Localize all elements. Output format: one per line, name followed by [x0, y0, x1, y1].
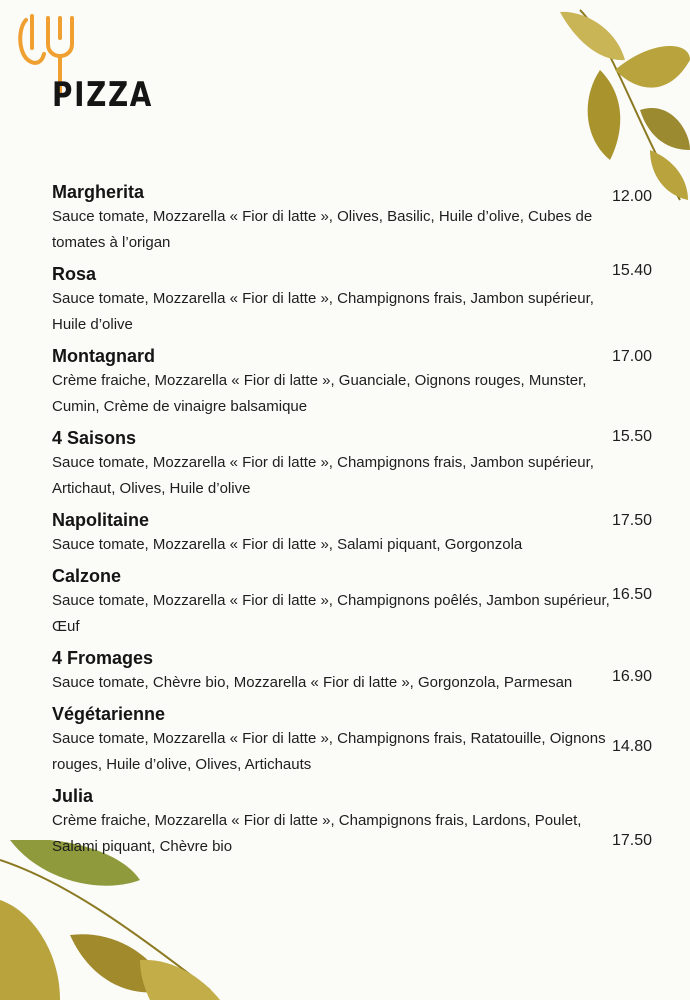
item-name: Calzone [52, 566, 122, 586]
item-price: 17.50 [611, 512, 652, 529]
item-description: Sauce tomate, Mozzarella « Fior di latte », Champignons frais, Ratatouille, Oignons rouges, Huile d’olive, Olives, Artichauts [52, 730, 606, 773]
leaf-decoration-icon [540, 0, 690, 210]
item-description: Sauce tomate, Mozzarella « Fior di latte », Champignons frais, Jambon supérieur, Huile d’olive [52, 290, 594, 333]
menu-item [52, 426, 652, 502]
item-price: 12.00 [611, 188, 652, 205]
item-name: Julia [52, 786, 94, 806]
item-price: 15.40 [611, 262, 652, 279]
item-price: 14.80 [611, 738, 652, 755]
item-name: Margherita [52, 182, 145, 202]
item-name: Napolitaine [52, 510, 150, 530]
menu-item [52, 344, 652, 420]
menu-item [52, 564, 652, 640]
item-price: 16.90 [611, 668, 652, 685]
item-description: Crème fraiche, Mozzarella « Fior di latte », Guanciale, Oignons rouges, Munster, Cumin, Crème de vinaigre balsamique [52, 372, 587, 415]
item-description: Crème fraiche, Mozzarella « Fior di latte », Champignons frais, Lardons, Poulet, Salami piquant, Chèvre bio [52, 812, 582, 855]
menu-item [52, 508, 652, 558]
menu-item [52, 646, 652, 696]
item-description: Sauce tomate, Chèvre bio, Mozzarella « Fior di latte », Gorgonzola, Parmesan [52, 674, 573, 691]
item-name: 4 Fromages [52, 648, 154, 668]
menu-item [52, 180, 652, 256]
item-price: 15.50 [611, 428, 652, 445]
item-description: Sauce tomate, Mozzarella « Fior di latte », Salami piquant, Gorgonzola [52, 536, 523, 553]
menu-item [52, 784, 652, 860]
item-price: 17.00 [611, 348, 652, 365]
item-price: 17.50 [611, 832, 652, 849]
item-name: 4 Saisons [52, 428, 137, 448]
item-description: Sauce tomate, Mozzarella « Fior di latte », Champignons poêlés, Jambon supérieur, Œuf [52, 592, 610, 635]
item-price: 16.50 [611, 586, 652, 603]
item-description: Sauce tomate, Mozzarella « Fior di latte », Champignons frais, Jambon supérieur, Artichaut, Olives, Huile d’olive [52, 454, 594, 497]
menu-item [52, 702, 652, 778]
item-name: Montagnard [52, 346, 155, 366]
pizza-menu-list [52, 180, 652, 866]
menu-item [52, 262, 652, 338]
item-name: Végétarienne [52, 704, 166, 724]
item-description: Sauce tomate, Mozzarella « Fior di latte », Olives, Basilic, Huile d’olive, Cubes de tomates à l’origan [52, 208, 593, 251]
item-name: Rosa [52, 264, 97, 284]
section-title: PIZZA [52, 75, 154, 115]
